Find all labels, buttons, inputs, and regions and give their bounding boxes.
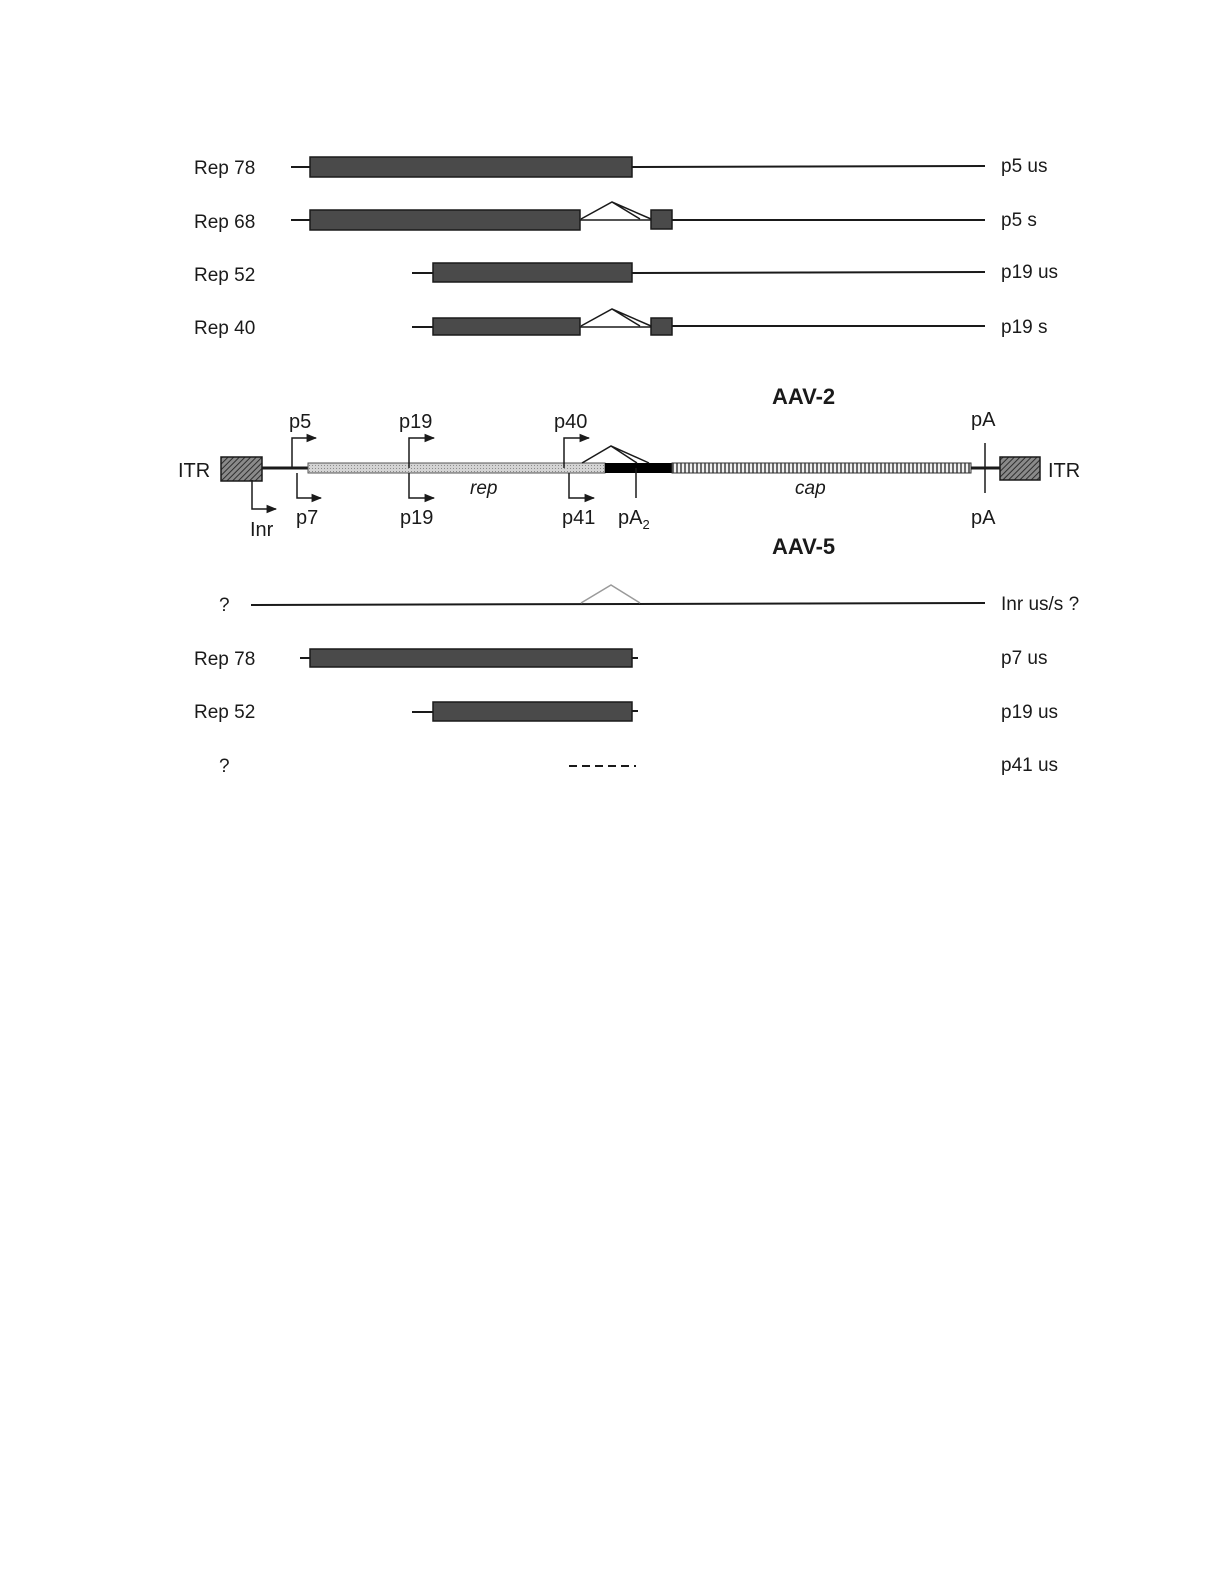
transcript-label: p19 us: [1001, 262, 1059, 283]
rep-region: [308, 463, 605, 473]
pa2-subscript: 2: [642, 517, 650, 532]
aav2-row-rep68: [194, 202, 1037, 233]
promoter-label: p40: [554, 411, 588, 433]
utr-line: [632, 272, 985, 273]
aav2-row-rep40: [194, 309, 1047, 339]
itr-right-label: ITR: [1048, 460, 1081, 482]
pa-bottom-label: pA: [971, 507, 996, 529]
rep-label: Rep 68: [194, 212, 256, 233]
promoter-arrow-icon: [297, 473, 321, 498]
promoter-p19-top: [399, 411, 434, 468]
pa2-label: [618, 507, 650, 532]
promoter-arrow-icon: [252, 480, 276, 509]
promoter-label: Inr: [250, 519, 274, 541]
promoter-arrow-icon: [569, 473, 594, 498]
transcript-label: Inr us/s ?: [1001, 594, 1080, 615]
rep-label: ?: [219, 756, 230, 777]
aav5-row-p41: [219, 755, 1058, 777]
rep-label: ?: [219, 595, 230, 616]
coding-exon: [310, 157, 632, 177]
aav2-row-rep52: [194, 262, 1058, 286]
itr-left-label: ITR: [178, 460, 211, 482]
splice-connector: [581, 309, 651, 326]
cap-gene-label: cap: [795, 478, 826, 499]
coding-exon-small: [651, 210, 672, 229]
promoter-p41: [562, 473, 595, 529]
transcript-label: p5 us: [1001, 156, 1048, 177]
coding-exon: [310, 649, 632, 667]
aav5-row-inr: [219, 585, 1079, 616]
rep-label: Rep 52: [194, 265, 256, 286]
pa2-main: pA: [618, 507, 643, 529]
promoter-p40: [554, 411, 589, 468]
rep-label: Rep 78: [194, 649, 256, 670]
promoter-p5: [289, 411, 316, 468]
promoter-label: p19: [400, 507, 434, 529]
promoter-arrow-icon: [409, 473, 434, 498]
aav2-row-rep78: [194, 156, 1047, 179]
promoter-p19-bottom: [400, 473, 434, 529]
transcript-label: p19 us: [1001, 702, 1059, 723]
cap-region: [672, 463, 971, 473]
splice-connector: [581, 585, 640, 603]
promoter-p7: [296, 473, 321, 529]
coding-exon: [433, 702, 632, 721]
utr-line: [251, 603, 985, 605]
promoter-label: p7: [296, 507, 319, 529]
rep-label: Rep 40: [194, 318, 256, 339]
rep-gene-label: rep: [470, 478, 498, 499]
promoter-inr: [250, 480, 276, 541]
itr-right-box: [1000, 457, 1040, 480]
intron-region: [605, 463, 672, 473]
transcript-label: p19 s: [1001, 317, 1048, 338]
aav5-row-rep78: [194, 648, 1047, 670]
pa-top-label: pA: [971, 409, 996, 431]
coding-exon-small: [651, 318, 672, 335]
transcript-label: p7 us: [1001, 648, 1048, 669]
promoter-label: p19: [399, 411, 433, 433]
rep-label: Rep 78: [194, 158, 256, 179]
itr-left-box: [221, 457, 262, 481]
coding-exon: [310, 210, 580, 230]
utr-line: [632, 166, 985, 167]
transcript-label: p5 s: [1001, 210, 1037, 231]
pa2-site: [618, 468, 650, 532]
promoter-label: p41: [562, 507, 596, 529]
coding-exon: [433, 263, 632, 282]
coding-exon: [433, 318, 580, 335]
splice-connector: [581, 202, 651, 219]
genome-map: [178, 384, 1080, 559]
aav5-row-rep52: [194, 702, 1058, 723]
transcript-label: p41 us: [1001, 755, 1059, 776]
genome-splice-connector: [582, 446, 649, 463]
aav2-transcripts: [194, 156, 1058, 339]
aav5-title: AAV-5: [772, 534, 836, 559]
aav5-transcripts: [194, 585, 1079, 777]
rep-label: Rep 52: [194, 702, 256, 723]
promoter-label: p5: [289, 411, 312, 433]
aav2-title: AAV-2: [772, 384, 836, 409]
